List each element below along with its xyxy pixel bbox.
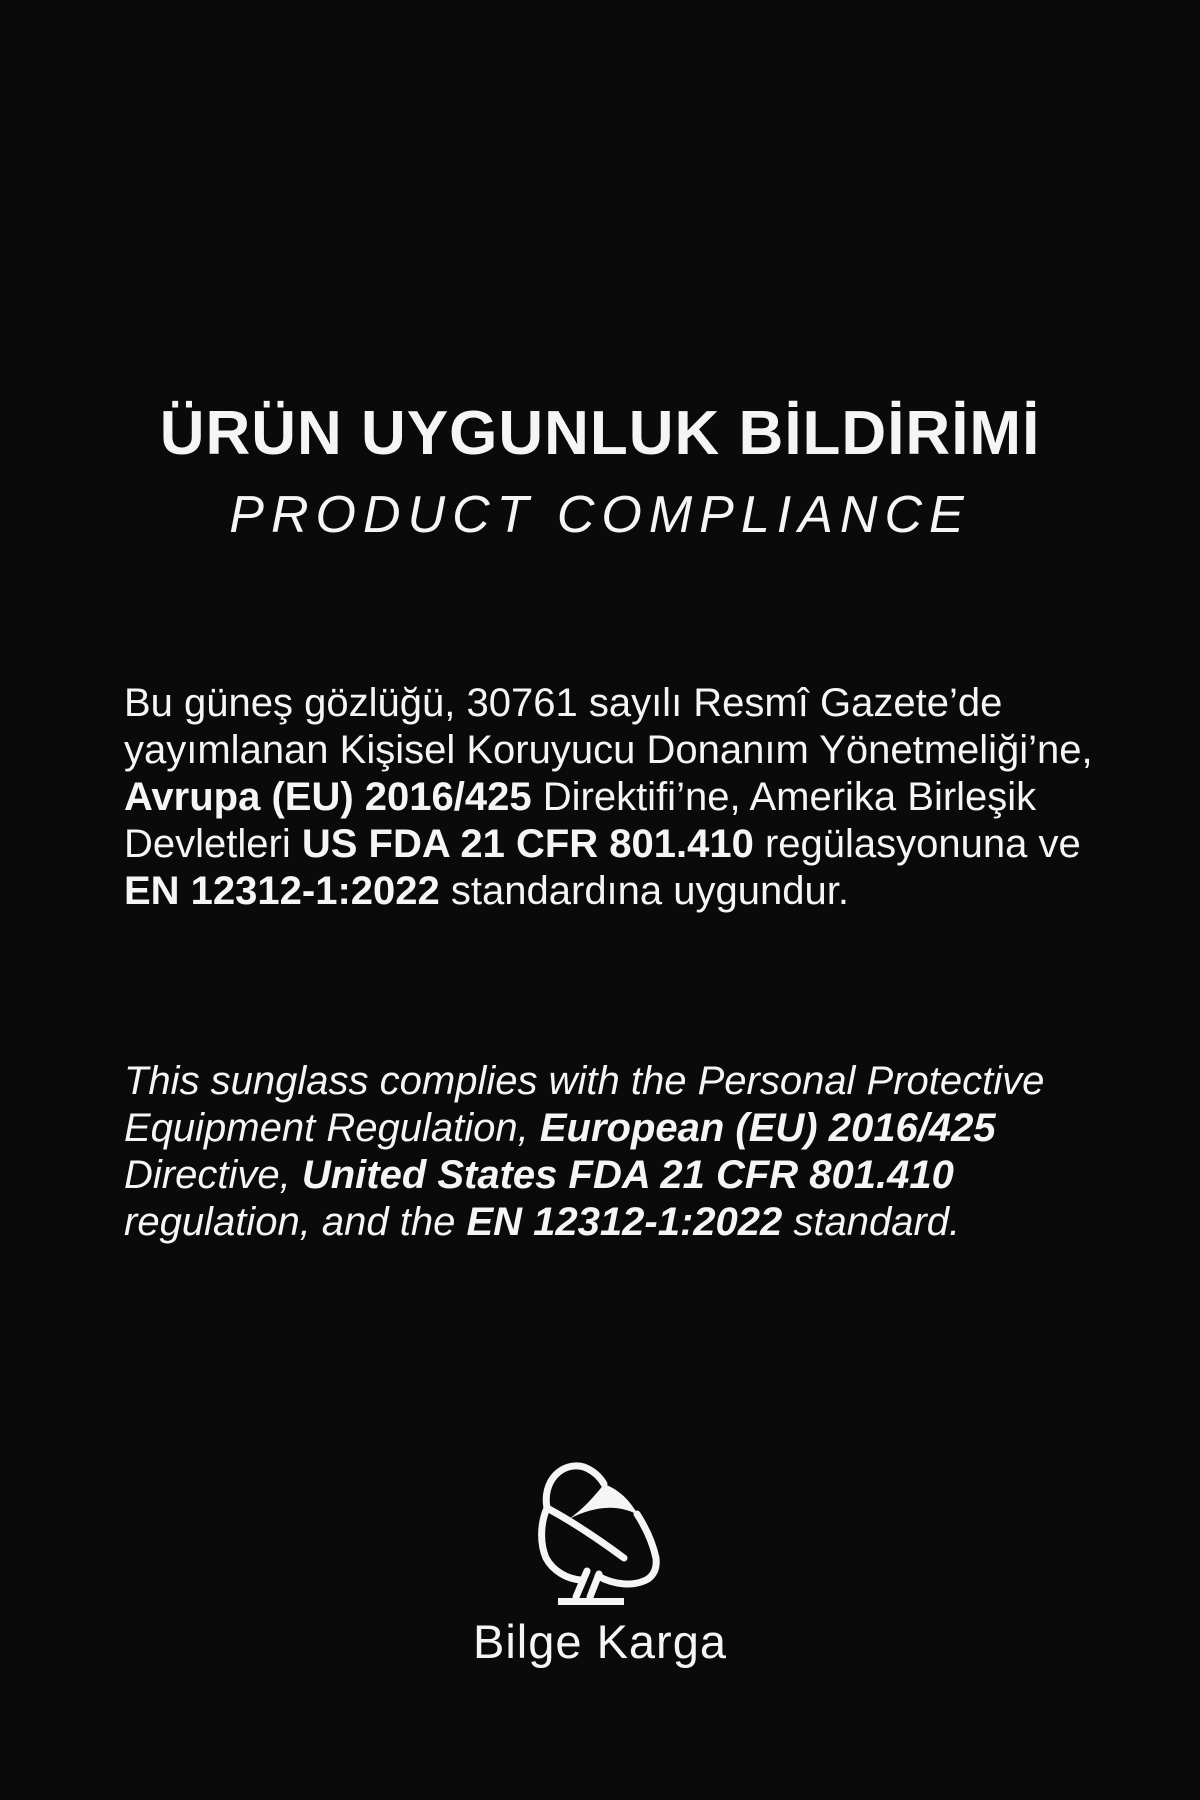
regulation-code: EN 12312-1:2022	[124, 869, 440, 913]
paragraph-line	[124, 868, 1104, 915]
compliance-paragraph-turkish	[124, 680, 1104, 915]
regulation-code: US FDA 21 CFR 801.410	[301, 822, 754, 866]
brand-name: Bilge Karga	[473, 1615, 727, 1668]
crow-icon	[540, 1458, 660, 1610]
regulation-code: Avrupa (EU) 2016/425	[124, 775, 532, 819]
text-segment: standardına uygundur.	[439, 869, 849, 913]
regulation-code: United States FDA 21 CFR 801.410	[301, 1153, 954, 1197]
regulation-code: European (EU) 2016/425	[539, 1106, 996, 1150]
compliance-paragraph-english	[124, 1058, 1104, 1246]
paragraph-line	[124, 727, 1104, 774]
paragraph-line	[124, 1058, 1104, 1105]
regulation-code: EN 12312-1:2022	[466, 1200, 783, 1244]
text-segment: yayımlanan Kişisel Koruyucu Donanım Yönetmeliği’ne,	[124, 728, 1093, 772]
paragraph-line	[124, 774, 1104, 821]
text-segment: Bu güneş gözlüğü, 30761 sayılı Resmî Gazete’de	[124, 681, 1003, 725]
text-segment: Devletleri	[124, 822, 302, 866]
paragraph-line	[124, 821, 1104, 868]
paragraph-line	[124, 1105, 1104, 1152]
text-segment: Directive,	[124, 1153, 302, 1197]
text-segment: This sunglass complies with the Personal Protective	[124, 1059, 1045, 1103]
text-segment: standard.	[782, 1200, 961, 1244]
text-segment: Equipment Regulation,	[124, 1106, 540, 1150]
text-segment: regülasyonuna ve	[753, 822, 1081, 866]
text-segment: regulation, and the	[124, 1200, 467, 1244]
page-title-turkish: ÜRÜN UYGUNLUK BİLDİRİMİ	[159, 399, 1041, 468]
paragraph-line	[124, 1199, 1104, 1246]
page-title-english: PRODUCT COMPLIANCE	[229, 486, 971, 544]
text-segment: Direktifi’ne, Amerika Birleşik	[531, 775, 1037, 819]
paragraph-line	[124, 1152, 1104, 1199]
paragraph-line	[124, 680, 1104, 727]
